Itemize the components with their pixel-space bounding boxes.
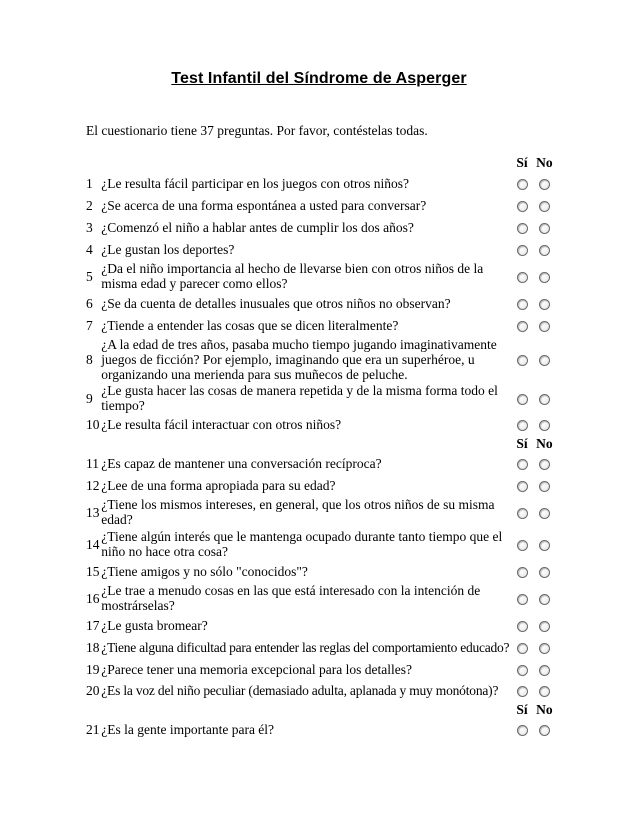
question-text: ¿Es la voz del niño peculiar (demasiado adulta, aplanada y muy monótona)? xyxy=(101,682,499,698)
question-number: 9 xyxy=(86,390,93,406)
question-text: ¿Le resulta fácil participar en los juegos con otros niños? xyxy=(101,175,410,191)
question-text: ¿Tiene algún interés que le mantenga ocupado durante tanto tiempo que el niño no hace otra cosa? xyxy=(101,529,503,559)
yes-radio[interactable] xyxy=(517,299,528,310)
yes-radio[interactable] xyxy=(517,179,528,190)
question-row xyxy=(86,414,556,434)
question-number: 19 xyxy=(86,661,100,677)
question-row xyxy=(86,314,556,336)
yes-radio[interactable] xyxy=(517,567,528,578)
yes-radio[interactable] xyxy=(517,201,528,212)
yes-radio[interactable] xyxy=(517,272,528,283)
question-row xyxy=(86,528,556,560)
question-row xyxy=(86,474,556,496)
question-row xyxy=(86,194,556,216)
question-row xyxy=(86,382,556,414)
question-row xyxy=(86,614,556,636)
question-text: ¿A la edad de tres años, pasaba mucho tiempo jugando imaginativamente juegos de ficción? Por ejemplo, imaginando que era un superhéroe, u organizando una merienda para sus muñecos de peluche. xyxy=(101,336,497,382)
question-row xyxy=(86,636,556,658)
no-radio[interactable] xyxy=(539,540,550,551)
question-row xyxy=(86,452,556,474)
no-radio[interactable] xyxy=(539,179,550,190)
question-row xyxy=(86,582,556,614)
question-row xyxy=(86,718,556,740)
question-number: 1 xyxy=(86,175,93,191)
yes-radio[interactable] xyxy=(517,481,528,492)
no-radio[interactable] xyxy=(539,665,550,676)
question-number: 6 xyxy=(86,295,93,311)
answer-header-row xyxy=(86,700,556,718)
yes-radio[interactable] xyxy=(517,223,528,234)
no-radio[interactable] xyxy=(539,508,550,519)
no-radio[interactable] xyxy=(539,643,550,654)
question-row xyxy=(86,172,556,194)
no-radio[interactable] xyxy=(539,321,550,332)
question-text: ¿Tiene amigos y no sólo "conocidos"? xyxy=(101,563,308,579)
question-number: 4 xyxy=(86,241,93,257)
question-text: ¿Se da cuenta de detalles inusuales que otros niños no observan? xyxy=(101,295,451,311)
question-number: 10 xyxy=(86,416,100,432)
yes-radio[interactable] xyxy=(517,459,528,470)
question-text: ¿Se acerca de una forma espontánea a usted para conversar? xyxy=(101,197,427,213)
question-number: 20 xyxy=(86,682,100,698)
yes-radio[interactable] xyxy=(517,508,528,519)
question-row xyxy=(86,292,556,314)
question-row xyxy=(86,260,556,292)
question-text: ¿Parece tener una memoria excepcional para los detalles? xyxy=(101,661,412,677)
no-radio[interactable] xyxy=(539,299,550,310)
no-radio[interactable] xyxy=(539,459,550,470)
question-text: ¿Da el niño importancia al hecho de llevarse bien con otros niños de la misma edad y parecer como ellos? xyxy=(101,261,484,291)
no-radio[interactable] xyxy=(539,686,550,697)
yes-radio[interactable] xyxy=(517,540,528,551)
no-radio[interactable] xyxy=(539,272,550,283)
no-radio[interactable] xyxy=(539,594,550,605)
no-radio[interactable] xyxy=(539,725,550,736)
yes-radio[interactable] xyxy=(517,245,528,256)
question-number: 11 xyxy=(86,455,99,471)
questionnaire-table xyxy=(86,152,556,740)
yes-radio[interactable] xyxy=(517,420,528,431)
yes-header: Sí xyxy=(516,701,528,717)
no-radio[interactable] xyxy=(539,567,550,578)
question-text: ¿Tiene los mismos intereses, en general, que los otros niños de su misma edad? xyxy=(101,497,495,527)
question-number: 17 xyxy=(86,617,100,633)
question-number: 3 xyxy=(86,219,93,235)
question-number: 14 xyxy=(86,536,100,552)
question-number: 5 xyxy=(86,268,93,284)
question-text: ¿Es la gente importante para él? xyxy=(101,721,275,737)
question-text: ¿Le gustan los deportes? xyxy=(101,241,235,257)
question-row xyxy=(86,658,556,680)
yes-radio[interactable] xyxy=(517,686,528,697)
question-text: ¿Tiende a entender las cosas que se dicen literalmente? xyxy=(101,317,399,333)
yes-radio[interactable] xyxy=(517,643,528,654)
no-radio[interactable] xyxy=(539,223,550,234)
no-radio[interactable] xyxy=(539,621,550,632)
question-text: ¿Lee de una forma apropiada para su edad? xyxy=(101,477,336,493)
question-text: ¿Es capaz de mantener una conversación recíproca? xyxy=(101,455,382,471)
question-number: 8 xyxy=(86,351,93,367)
yes-radio[interactable] xyxy=(517,665,528,676)
question-text: ¿Le gusta hacer las cosas de manera repetida y de la misma forma todo el tiempo? xyxy=(101,383,498,413)
question-number: 21 xyxy=(86,721,100,737)
question-number: 16 xyxy=(86,590,100,606)
question-text: ¿Tiene alguna dificultad para entender las reglas del comportamiento educado? xyxy=(101,639,510,655)
page-title: Test Infantil del Síndrome de Asperger xyxy=(171,70,467,87)
question-text: ¿Le resulta fácil interactuar con otros niños? xyxy=(101,416,342,432)
yes-radio[interactable] xyxy=(517,621,528,632)
no-radio[interactable] xyxy=(539,481,550,492)
question-row xyxy=(86,216,556,238)
question-row xyxy=(86,560,556,582)
question-row xyxy=(86,238,556,260)
question-row xyxy=(86,496,556,528)
question-number: 12 xyxy=(86,477,100,493)
answer-header-row xyxy=(86,152,556,172)
question-number: 18 xyxy=(86,639,100,655)
yes-radio[interactable] xyxy=(517,355,528,366)
no-radio[interactable] xyxy=(539,394,550,405)
no-radio[interactable] xyxy=(539,201,550,212)
no-radio[interactable] xyxy=(539,355,550,366)
intro-text: El cuestionario tiene 37 preguntas. Por favor, contéstelas todas. xyxy=(86,123,428,138)
yes-header: Sí xyxy=(516,154,528,170)
question-number: 2 xyxy=(86,197,93,213)
no-header: No xyxy=(536,435,553,451)
question-text: ¿Comenzó el niño a hablar antes de cumplir los dos años? xyxy=(101,219,414,235)
question-number: 13 xyxy=(86,504,100,520)
yes-radio[interactable] xyxy=(517,394,528,405)
question-text: ¿Le gusta bromear? xyxy=(101,617,208,633)
no-header: No xyxy=(536,154,553,170)
yes-radio[interactable] xyxy=(517,725,528,736)
yes-header: Sí xyxy=(516,435,528,451)
no-radio[interactable] xyxy=(539,420,550,431)
question-number: 7 xyxy=(86,317,93,333)
no-header: No xyxy=(536,701,553,717)
no-radio[interactable] xyxy=(539,245,550,256)
question-number: 15 xyxy=(86,563,100,579)
question-text: ¿Le trae a menudo cosas en las que está interesado con la intención de mostrárselas? xyxy=(101,583,481,613)
question-row xyxy=(86,680,556,700)
answer-header-row xyxy=(86,434,556,452)
yes-radio[interactable] xyxy=(517,594,528,605)
question-row xyxy=(86,336,556,382)
yes-radio[interactable] xyxy=(517,321,528,332)
